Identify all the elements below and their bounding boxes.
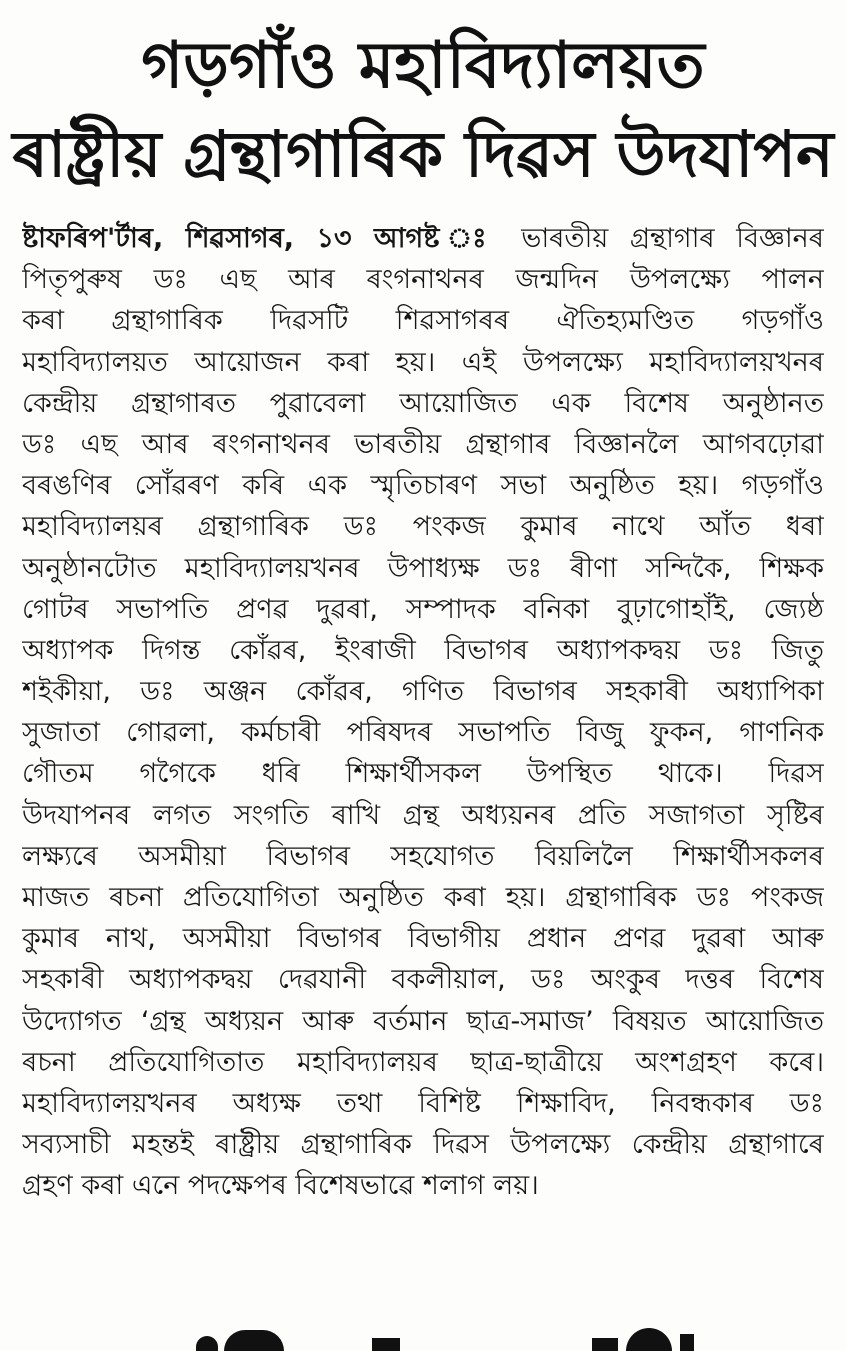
article-line: মহাবিদ্যালয়ৰ গ্ৰন্থাগাৰিক ডঃ পংকজ কুমাৰ নাথে আঁত ধৰা [22, 511, 824, 543]
article-line: ৰচনা প্ৰতিযোগিতাত মহাবিদ্যালয়ৰ ছাত্ৰ-ছাত্ৰীয়ে অংশগ্ৰহণ কৰে। [22, 1046, 824, 1078]
headline-line-2: ৰাষ্ট্ৰীয় গ্ৰন্থাগাৰিক দিৱস উদযাপন [12, 118, 834, 191]
article-line: গৌতম গগৈকে ধৰি শিক্ষাৰ্থীসকল উপস্থিত থাকে। দিৱস [22, 758, 824, 790]
article-line: কৰা গ্ৰন্থাগাৰিক দিৱসটি শিৱসাগৰৰ ঐতিহ্যমণ্ডিত গড়গাঁও [22, 305, 824, 337]
article-line: সব্যসাচী মহন্তই ৰাষ্ট্ৰীয় গ্ৰন্থাগাৰিক দিৱস উপলক্ষ্যে কেন্দ্ৰীয় গ্ৰন্থাগাৰে [22, 1129, 824, 1161]
article-line: মাজত ৰচনা প্ৰতিযোগিতা অনুষ্ঠিত কৰা হয়। গ্ৰন্থাগাৰিক ডঃ পংকজ [22, 882, 824, 913]
article-line: কুমাৰ নাথ, অসমীয়া বিভাগৰ বিভাগীয় প্ৰধান প্ৰণৱ দুৱৰা আৰু [22, 923, 824, 955]
article-line: বৰঙণিৰ সোঁৱৰণ কৰি এক স্মৃতিচাৰণ সভা অনুষ্ঠিত হয়। গড়গাঁও [22, 470, 824, 502]
article-line: সহকাৰী অধ্যাপকদ্বয় দেৱযানী বকলীয়াল, ডঃ অংকুৰ দত্তৰ বিশেষ [22, 964, 824, 996]
article-line: সুজাতা গোৱলা, কৰ্মচাৰী পৰিষদৰ সভাপতি বিজু ফুকন, গাণনিক [22, 717, 824, 749]
article-line: গোটৰ সভাপতি প্ৰণৱ দুৱৰা, সম্পাদক বনিকা বুঢ়াগোহাঁই, জ্যেষ্ঠ [22, 593, 824, 625]
article-line-text: ভাৰতীয় গ্ৰন্থাগাৰ বিজ্ঞানৰ [521, 223, 824, 254]
article-line: অধ্যাপক দিগন্ত কোঁৱৰ, ইংৰাজী বিভাগৰ অধ্যাপকদ্বয় ডঃ জিতু [22, 634, 824, 666]
cropped-glyph [196, 1336, 218, 1351]
article-line: কেন্দ্ৰীয় গ্ৰন্থাগাৰত পুৱাবেলা আয়োজিত এক বিশেষ অনুষ্ঠানত [22, 387, 824, 419]
article-line: মহাবিদ্যালয়খনৰ অধ্যক্ষ তথা বিশিষ্ট শিক্ষাবিদ, নিবন্ধকাৰ ডঃ [22, 1087, 824, 1119]
cropped-glyph [592, 1338, 618, 1351]
article-line: উদযাপনৰ লগত সংগতি ৰাখি গ্ৰন্থ অধ্যয়নৰ প্ৰতি সজাগতা সৃষ্টিৰ [22, 799, 824, 831]
article-line: মহাবিদ্যালয়ত আয়োজন কৰা হয়। এই উপলক্ষ্যে মহাবিদ্যালয়খনৰ [22, 346, 824, 378]
cropped-glyph [626, 1328, 672, 1351]
cropped-glyph [372, 1338, 400, 1351]
article-line: উদ্যোগত ‘গ্ৰন্থ অধ্যয়ন আৰু বৰ্তমান ছাত্ৰ-সমাজ’ বিষয়ত আয়োজিত [22, 1005, 824, 1037]
headline-line-1: গড়গাঁও মহাবিদ্যালয়ত [141, 29, 705, 103]
article-line: অনুষ্ঠানটোত মহাবিদ্যালয়খনৰ উপাধ্যক্ষ ডঃ ৰীণা সন্দিকৈ, শিক্ষক [22, 552, 824, 584]
cropped-next-headline [0, 1326, 846, 1351]
article-line: লক্ষ্যৰে অসমীয়া বিভাগৰ সহযোগত বিয়লিলৈ শিক্ষাৰ্থীসকলৰ [22, 840, 824, 872]
article-line: পিতৃপুৰুষ ডঃ এছ আৰ ৰংগনাথনৰ জন্মদিন উপলক্ষ্যে পালন [22, 264, 824, 296]
cropped-glyph [680, 1334, 694, 1351]
article-body [22, 218, 824, 1207]
byline: ষ্টাফৰিপ'ৰ্টাৰ, শিৱসাগৰ, ১৩ আগষ্ট ঃ [22, 223, 500, 254]
article-line [22, 218, 824, 259]
article-line: শইকীয়া, ডঃ অঞ্জন কোঁৱৰ, গণিত বিভাগৰ সহকাৰী অধ্যাপিকা [22, 676, 824, 708]
article-line: গ্ৰহণ কৰা এনে পদক্ষেপৰ বিশেষভাৱে শলাগ লয়। [22, 1170, 539, 1202]
cropped-glyph [224, 1330, 284, 1351]
article-line: ডঃ এছ আৰ ৰংগনাথনৰ ভাৰতীয় গ্ৰন্থাগাৰ বিজ্ঞানলৈ আগবঢ়োৱা [22, 428, 824, 460]
